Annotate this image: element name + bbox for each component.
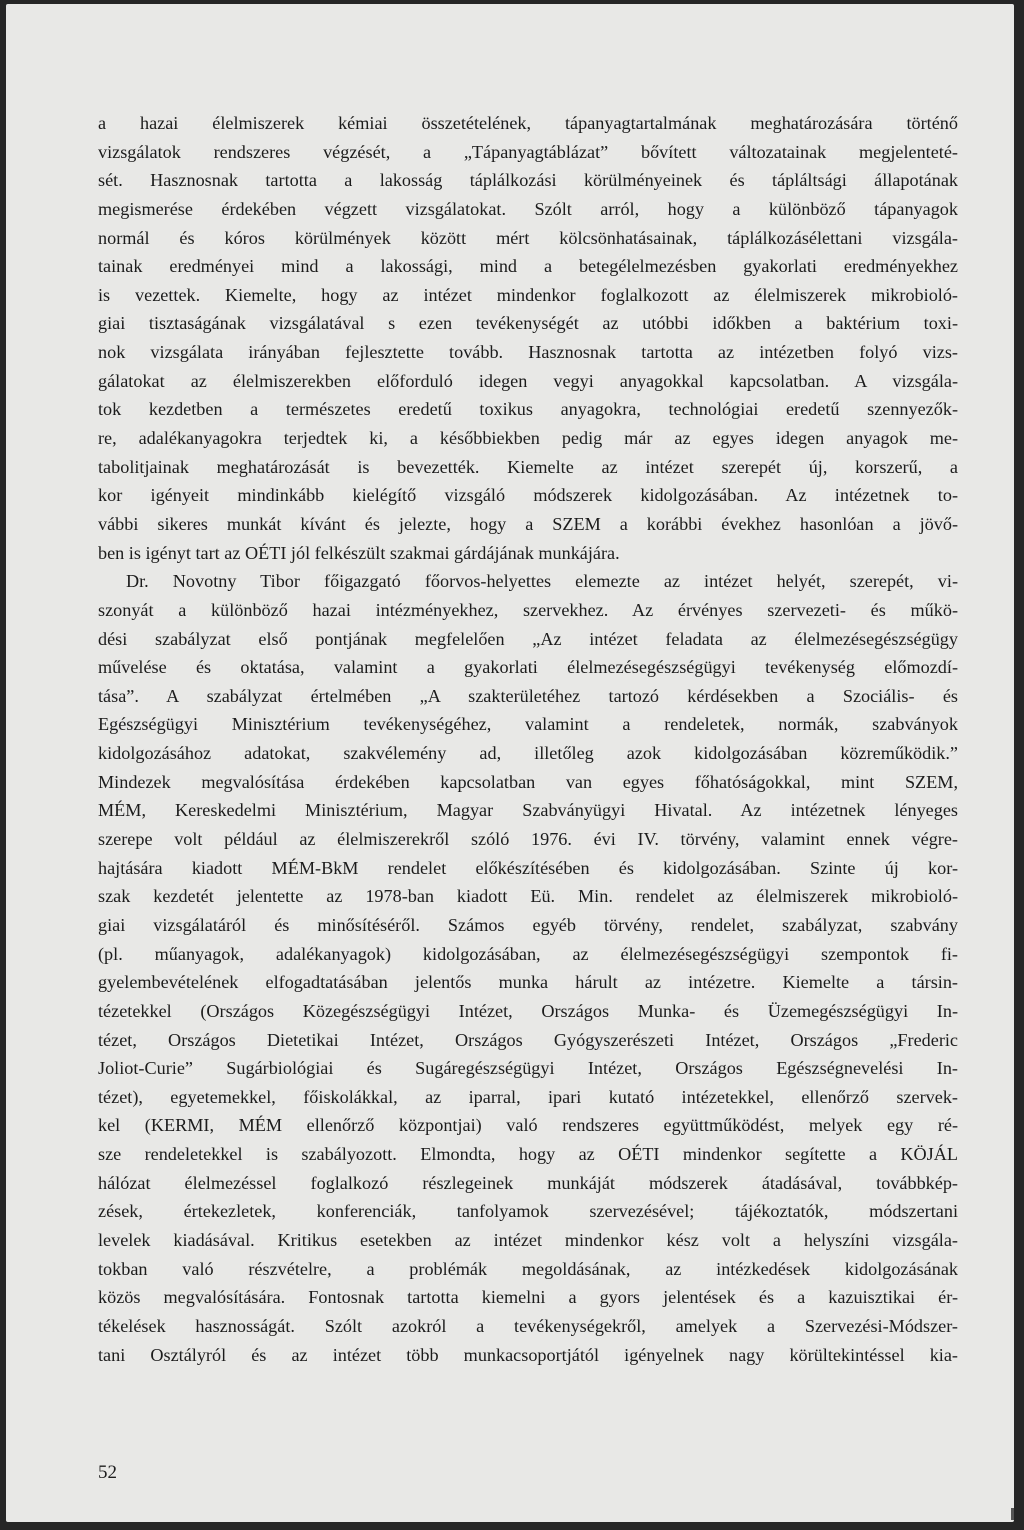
text-line: ben is igényt tart az OÉTI jól felkészült szakmai gárdájának munkájára. [98, 542, 620, 563]
text-line: levelek kiadásával. Kritikus esetekben az intézet mindenkor kész volt a helyszíni vizsgála- [98, 1229, 958, 1250]
text-line: megismerése érdekében végzett vizsgálatokat. Szólt arról, hogy a különböző tápanyagok [98, 198, 958, 219]
text-line: Mindezek megvalósítása érdekében kapcsolatban van egyes főhatóságokkal, mint SZEM, [98, 771, 958, 792]
text-line: művelése és oktatása, valamint a gyakorlati élelmezésegészségügyi tevékenység előmozdí- [98, 657, 958, 678]
text-line: (pl. műanyagok, adalékanyagok) kidolgozásában, az élelmezésegészségügyi szempontok fi- [98, 943, 958, 964]
text-line: MÉM, Kereskedelmi Minisztérium, Magyar Szabványügyi Hivatal. Az intézetnek lényeges [98, 800, 958, 821]
text-line: giai tisztaságának vizsgálatával s ezen tevékenységét az utóbbi időkben a baktérium toxi- [98, 313, 958, 334]
text-line: szak kezdetét jelentette az 1978-ban kiadott Eü. Min. rendelet az élelmiszerek mikrobioló- [98, 886, 958, 907]
text-line: tokban való részvételre, a problémák megoldásának, az intézkedések kidolgozásának [98, 1258, 958, 1279]
text-line: vizsgálatok rendszeres végzését, a „Tápanyagtáblázat” bővített változatainak megjelenteté- [98, 141, 958, 162]
text-line: tabolitjainak meghatározását is bevezették. Kiemelte az intézet szerepét új, korszerű, a [98, 456, 958, 477]
text-line: zések, értekezletek, konferenciák, tanfolyamok szervezésével; tájékoztatók, módszertani [98, 1201, 958, 1222]
text-line: tainak eredményei mind a lakossági, mind a betegélelmezésben gyakorlati eredményekhez [98, 256, 958, 277]
text-line: gálatokat az élelmiszerekben előforduló idegen vegyi anyagokkal kapcsolatban. A vizsgála- [98, 370, 958, 391]
text-line: sét. Hasznosnak tartotta a lakosság táplálkozási körülményeinek és tápláltsági állapotának [98, 170, 958, 191]
text-line: hajtására kiadott MÉM-BkM rendelet előkészítésében és kidolgozásában. Szinte új kor- [98, 857, 958, 878]
text-line: re, adalékanyagokra terjedtek ki, a későbbiekben pedig már az egyes idegen anyagok me- [98, 428, 958, 449]
text-line: is vezettek. Kiemelte, hogy az intézet mindenkor foglalkozott az élelmiszerek mikrobioló- [98, 284, 958, 305]
page-number: 52 [98, 1462, 117, 1483]
text-line: vábbi sikeres munkát kívánt és jelezte, hogy a SZEM a korábbi évekhez hasonlóan a jövő- [98, 513, 958, 534]
text-line: normál és kóros körülmények között mért kölcsönhatásainak, táplálkozásélettani vizsgála- [98, 227, 958, 248]
text-line: tani Osztályról és az intézet több munkacsoportjától igényelnek nagy körültekintéssel kia- [98, 1344, 958, 1365]
text-line: sze rendeletekkel is szabályozott. Elmondta, hogy az OÉTI mindenkor segítette a KÖJÁL [98, 1144, 958, 1165]
text-line: tézet, Országos Dietetikai Intézet, Országos Gyógyszerészeti Intézet, Országos „Frederic [98, 1029, 958, 1050]
text-line: szerepe volt például az élelmiszerekről szóló 1976. évi IV. törvény, valamint ennek végre- [98, 829, 958, 850]
text-line: gyelembevételének elfogadtatásában jelentős munka hárult az intézetre. Kiemelte a társin- [98, 972, 958, 993]
text-line: tézetekkel (Országos Közegészségügyi Intézet, Országos Munka- és Üzemegészségügyi In- [98, 1000, 958, 1021]
text-line: giai vizsgálatáról és minősítéséről. Számos egyéb törvény, rendelet, szabályzat, szabvány [98, 914, 958, 935]
text-line: Dr. Novotny Tibor főigazgató főorvos-helyettes elemezte az intézet helyét, szerepét, vi- [126, 571, 958, 592]
text-line: tézet), egyetemekkel, főiskolákkal, az iparral, ipari kutató intézetekkel, ellenőrző szervek- [98, 1086, 958, 1107]
text-line: Joliot-Curie” Sugárbiológiai és Sugáregészségügyi Intézet, Országos Egészségnevelési In- [98, 1058, 958, 1079]
text-line: a hazai élelmiszerek kémiai összetételének, tápanyagtartalmának meghatározására történő [98, 113, 958, 133]
text-line: Egészségügyi Minisztérium tevékenységéhez, valamint a rendeletek, normák, szabványok [98, 714, 958, 735]
text-line: kel (KERMI, MÉM ellenőrző központjai) való rendszeres együttműködést, melyek egy ré- [98, 1115, 958, 1136]
text-line: tok kezdetben a természetes eredetű toxikus anyagokra, technológiai eredetű szennyezők- [98, 399, 958, 420]
text-line: nok vizsgálata irányában fejlesztette tovább. Hasznosnak tartotta az intézetben folyó vizs- [98, 342, 958, 363]
text-line: dési szabályzat első pontjának megfelelően „Az intézet feladata az élelmezésegészségügy [98, 628, 958, 649]
text-line: kor igényeit mindinkább kielégítő vizsgáló módszerek kidolgozásában. Az intézetnek to- [98, 485, 958, 506]
body-text [98, 109, 958, 1369]
text-line: kidolgozásához adatokat, szakvélemény ad, illetőleg azok kidolgozásában közreműködik.” [98, 743, 958, 764]
text-line: közös megvalósítására. Fontosnak tartotta kiemelni a gyors jelentések és a kazuisztikai ér- [98, 1287, 958, 1308]
book-page [6, 4, 1014, 1522]
text-line: tékelések hasznosságát. Szólt azokról a tevékenységekről, amelyek a Szervezési-Módszer- [98, 1315, 958, 1336]
text-line: tása”. A szabályzat értelmében „A szakterületéhez tartozó kérdésekben a Szociális- és [98, 685, 958, 706]
text-line: hálózat élelmezéssel foglalkozó részlegeinek munkáját módszerek átadásával, továbbkép- [98, 1172, 958, 1193]
text-line: szonyát a különböző hazai intézményekhez, szervekhez. Az érvényes szervezeti- és műkö- [98, 599, 958, 620]
scan-edge-mark [1011, 1508, 1014, 1520]
